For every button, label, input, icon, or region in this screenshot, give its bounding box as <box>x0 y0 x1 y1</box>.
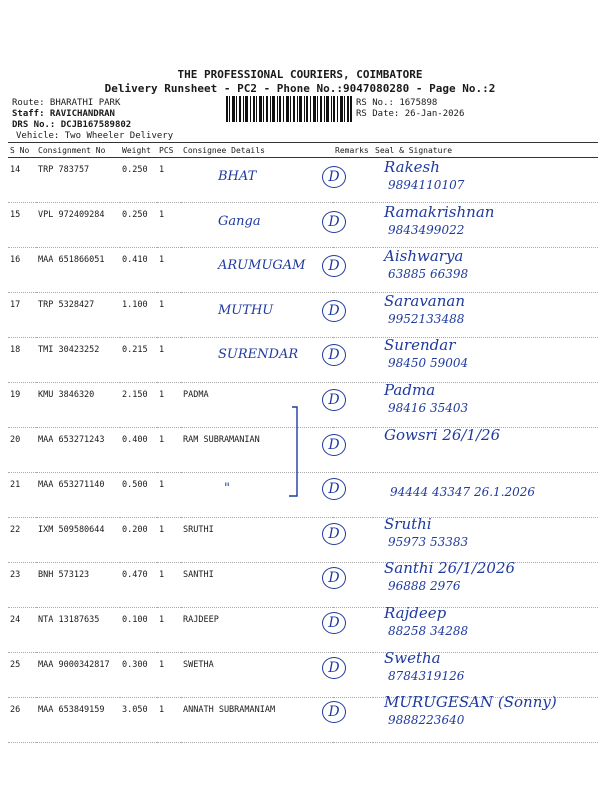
handwritten-consignee: " <box>224 481 230 497</box>
handwritten-phone: 9952133488 <box>388 311 465 326</box>
row-weight: 0.400 <box>120 428 157 473</box>
row-sno: 26 <box>8 698 36 743</box>
handwritten-signature: Saravanan <box>384 291 466 310</box>
runsheet-table <box>8 142 598 743</box>
delivered-mark: D <box>322 166 346 188</box>
handwritten-signature: Sruthi <box>384 514 432 533</box>
handwritten-consignee: ARUMUGAM <box>218 258 306 274</box>
row-consignment-no: MAA 651866051 <box>36 248 120 293</box>
delivered-mark: D <box>322 478 346 500</box>
table-row <box>8 653 598 698</box>
row-consignment-no: MAA 653271140 <box>36 473 120 518</box>
handwritten-signature: Gowsri 26/1/26 <box>384 425 501 444</box>
row-consignment-no: MAA 653849159 <box>36 698 120 743</box>
route-label: Route: BHARATHI PARK <box>12 98 121 108</box>
col-header-consignment: Consignment No <box>36 143 120 158</box>
row-consignment-no: KMU 3846320 <box>36 383 120 428</box>
row-weight: 0.300 <box>120 653 157 698</box>
handwritten-signature: Rajdeep <box>384 604 447 622</box>
col-header-pcs: PCS <box>157 143 181 158</box>
row-sno: 14 <box>8 158 36 203</box>
delivered-mark: D <box>322 434 346 456</box>
row-consignee: ANNATH SUBRAMANIAM <box>181 698 333 743</box>
rs-number: RS No.: 1675898 <box>356 98 438 108</box>
row-consignee: SANTHI <box>181 563 333 608</box>
row-sno: 22 <box>8 518 36 563</box>
row-pcs: 1 <box>157 698 181 743</box>
table-row <box>8 203 598 248</box>
vehicle-label: Vehicle: Two Wheeler Delivery <box>16 131 174 141</box>
delivered-mark: D <box>322 344 346 366</box>
handwritten-consignee: Ganga <box>218 213 261 229</box>
row-weight: 0.200 <box>120 518 157 563</box>
row-sno: 19 <box>8 383 36 428</box>
table-row <box>8 608 598 653</box>
handwritten-signature: Santhi 26/1/2026 <box>384 559 516 578</box>
delivered-mark: D <box>322 523 346 545</box>
row-consignee: SWETHA <box>181 653 333 698</box>
delivered-mark: D <box>322 255 346 277</box>
row-sno: 24 <box>8 608 36 653</box>
row-pcs: 1 <box>157 518 181 563</box>
handwritten-consignee: SURENDAR <box>218 347 299 363</box>
row-consignee <box>181 158 333 203</box>
table-row <box>8 158 598 203</box>
handwritten-signature: Padma <box>384 381 436 399</box>
handwritten-phone: 9894110107 <box>388 178 465 192</box>
row-consignee: RAM SUBRAMANIAN <box>181 428 333 473</box>
drs-number: DRS No.: DCJB167589802 <box>12 120 132 130</box>
row-sno: 15 <box>8 203 36 248</box>
handwritten-phone: 63885 66398 <box>388 267 469 282</box>
delivered-mark: D <box>322 567 346 589</box>
handwritten-phone: 9888223640 <box>388 713 465 728</box>
delivered-mark: D <box>322 657 346 679</box>
row-consignment-no: TRP 5328427 <box>36 293 120 338</box>
row-weight: 0.470 <box>120 563 157 608</box>
row-weight: 0.500 <box>120 473 157 518</box>
row-weight: 0.250 <box>120 158 157 203</box>
row-sno: 18 <box>8 338 36 383</box>
row-sno: 23 <box>8 563 36 608</box>
handwritten-signature: Ramakrishnan <box>384 202 495 221</box>
delivered-mark: D <box>322 389 346 411</box>
row-consignment-no: MAA 653271243 <box>36 428 120 473</box>
row-weight: 1.100 <box>120 293 157 338</box>
col-header-signature: Seal & Signature <box>373 143 598 158</box>
row-pcs: 1 <box>157 203 181 248</box>
handwritten-signature: Swetha <box>384 648 441 667</box>
row-consignee: SRUTHI <box>181 518 333 563</box>
row-consignment-no: NTA 13187635 <box>36 608 120 653</box>
row-consignment-no: TRP 783757 <box>36 158 120 203</box>
staff-label: Staff: RAVICHANDRAN <box>12 109 115 119</box>
row-weight: 0.410 <box>120 248 157 293</box>
barcode-icon <box>226 96 352 122</box>
row-weight: 2.150 <box>120 383 157 428</box>
handwritten-phone: 88258 34288 <box>388 624 469 638</box>
row-consignment-no: TMI 30423252 <box>36 338 120 383</box>
row-pcs: 1 <box>157 653 181 698</box>
rs-date: RS Date: 26-Jan-2026 <box>356 109 465 119</box>
delivered-mark: D <box>322 701 346 723</box>
handwritten-phone: 8784319126 <box>388 668 465 683</box>
row-pcs: 1 <box>157 473 181 518</box>
delivered-mark: D <box>322 612 346 634</box>
row-pcs: 1 <box>157 428 181 473</box>
row-weight: 0.250 <box>120 203 157 248</box>
row-pcs: 1 <box>157 248 181 293</box>
table-row <box>8 338 598 383</box>
row-pcs: 1 <box>157 563 181 608</box>
row-consignment-no: MAA 9000342817 <box>36 653 120 698</box>
row-pcs: 1 <box>157 293 181 338</box>
row-pcs: 1 <box>157 158 181 203</box>
row-weight: 0.100 <box>120 608 157 653</box>
row-weight: 3.050 <box>120 698 157 743</box>
handwritten-phone: 94444 43347 26.1.2026 <box>390 485 536 500</box>
col-header-weight: Weight <box>120 143 157 158</box>
table-row <box>8 293 598 338</box>
row-pcs: 1 <box>157 608 181 653</box>
row-sno: 21 <box>8 473 36 518</box>
table-row <box>8 383 598 428</box>
handwritten-phone: 95973 53383 <box>388 534 469 549</box>
row-sno: 25 <box>8 653 36 698</box>
row-pcs: 1 <box>157 383 181 428</box>
handwritten-signature: MURUGESAN (Sonny) <box>384 693 557 712</box>
handwritten-consignee: BHAT <box>218 169 257 184</box>
table-header-row <box>8 143 598 158</box>
handwritten-signature: Aishwarya <box>384 247 464 266</box>
row-consignment-no: IXM 509580644 <box>36 518 120 563</box>
row-consignee <box>181 473 333 518</box>
col-header-sno: S No <box>8 143 36 158</box>
runsheet-title: Delivery Runsheet - PC2 - Phone No.:9047080280 - Page No.:2 <box>104 82 496 95</box>
row-sno: 20 <box>8 428 36 473</box>
row-consignment-no: VPL 972409284 <box>36 203 120 248</box>
handwritten-signature: Surendar <box>384 336 456 355</box>
table-row <box>8 428 598 473</box>
row-sno: 16 <box>8 248 36 293</box>
row-pcs: 1 <box>157 338 181 383</box>
company-title: THE PROFESSIONAL COURIERS, COIMBATORE <box>177 68 423 81</box>
row-sno: 17 <box>8 293 36 338</box>
handwritten-phone: 9843499022 <box>388 222 465 237</box>
row-weight: 0.215 <box>120 338 157 383</box>
delivered-mark: D <box>322 300 346 322</box>
handwritten-phone: 96888 2976 <box>388 579 461 594</box>
col-header-consignee: Consignee Details <box>181 143 333 158</box>
handwritten-phone: 98416 35403 <box>388 401 469 415</box>
handwritten-phone: 98450 59004 <box>388 356 469 371</box>
handwritten-signature: Rakesh <box>384 158 440 176</box>
handwritten-consignee: MUTHU <box>218 302 274 318</box>
delivered-mark: D <box>322 211 346 233</box>
col-header-remarks: Remarks <box>333 143 373 158</box>
row-consignment-no: BNH 573123 <box>36 563 120 608</box>
row-consignee: RAJDEEP <box>181 608 333 653</box>
table-row <box>8 518 598 563</box>
row-consignee: PADMA <box>181 383 333 428</box>
